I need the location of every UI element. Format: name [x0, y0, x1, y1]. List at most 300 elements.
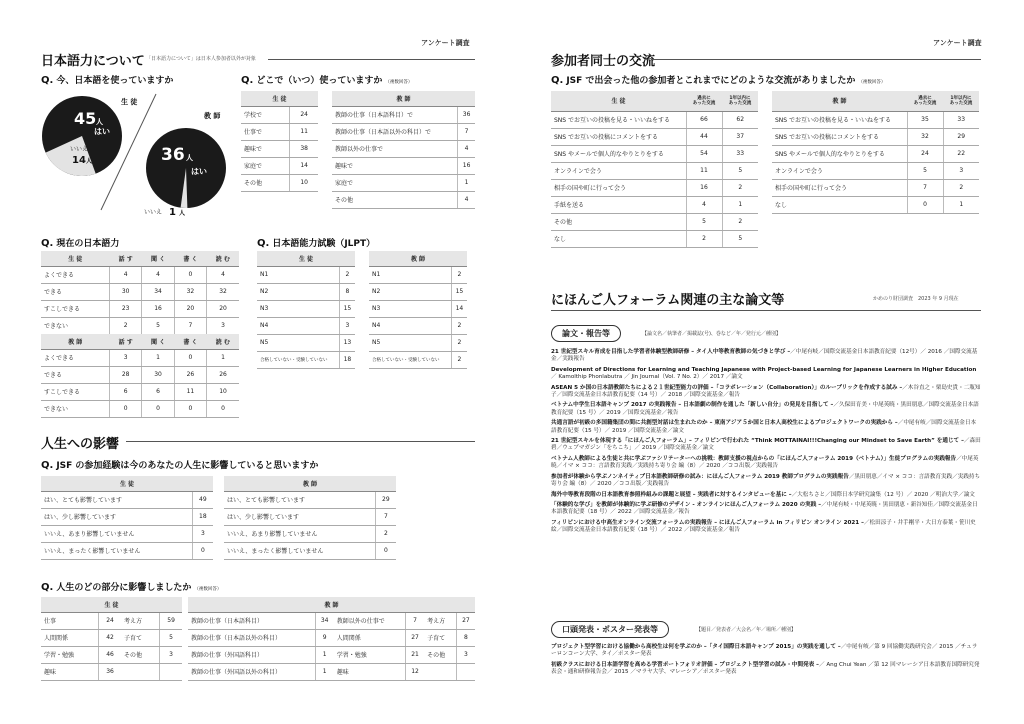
question-influence: Q. JSF の参加経験は今のあなたの人生に影響していると思いますか	[41, 460, 319, 471]
cell-value: 54	[686, 145, 722, 162]
table-row	[772, 145, 979, 162]
table-row	[551, 196, 758, 213]
table-head: 教 師	[369, 251, 467, 266]
table-head: 生 徒	[257, 251, 355, 266]
cell-value	[160, 663, 182, 680]
page-tag-right: アンケート調査	[933, 39, 982, 47]
section-divider	[651, 59, 981, 60]
table-row	[551, 111, 758, 128]
cell-value: 2	[451, 266, 467, 283]
table-row	[41, 383, 239, 400]
cell-value: 0	[110, 400, 142, 417]
reference-details: ／中尾有岐／国際交流基金日本語教育紀要（12号）／ 2016 ／国際交流基金／実践報告	[551, 349, 978, 363]
cell-value: 4	[458, 140, 475, 157]
cell-value: 11	[174, 383, 206, 400]
table-row	[551, 230, 758, 247]
table-exchange-student	[551, 91, 758, 248]
cell-label: 家庭で	[332, 174, 458, 191]
cell-value: 2	[722, 213, 758, 230]
talks-list	[551, 644, 981, 680]
cell-value: 0	[907, 196, 943, 213]
reference-title: ASEAN 5 か国の日本語教師たちによる２１世紀型能力の評価 –「コラボレーション（Collaboration）」のルーブリックを作成する試み –	[551, 384, 903, 391]
table-row	[369, 351, 467, 368]
table-col-head: 過去に あった交流	[907, 91, 943, 111]
reference-title: 共通言語が初級の多国籍集団の間に共創型対話は生まれたのか – 東南アジア５か国と日本人高校生によるプロジェクトワークの実践から –	[551, 420, 898, 427]
question-exchange: Q. JSF で出会った他の参加者とこれまでにどのような交流がありましたか （複数回答）	[551, 75, 886, 86]
talks-format-note: 【題目／発表者／大会名／年／場所／種別】	[696, 627, 797, 633]
cell-value: 10	[290, 174, 318, 191]
table-row	[369, 266, 467, 283]
cell-value: 2	[943, 179, 979, 196]
reference-entry	[551, 662, 981, 677]
reference-details: ／中尾有岐・中尾英暁・黒田朋恵・新谷知佳／国際交流基金日本語教育紀要（18 号）／ 2022 ／国際交流基金／報告	[551, 501, 978, 516]
table-jlpt-student	[257, 251, 355, 369]
cell-label: 趣味	[334, 663, 406, 680]
cell-label: 仕事で	[241, 123, 290, 140]
cell-value: 5	[160, 629, 182, 646]
cell-value: 1	[315, 663, 334, 680]
cell-value: 2	[339, 266, 355, 283]
cell-value: 21	[405, 646, 424, 663]
cell-value: 3	[943, 162, 979, 179]
table-row	[369, 317, 467, 334]
cell-value: 26	[207, 366, 239, 383]
table-row	[257, 300, 355, 317]
cell-label: N5	[257, 334, 339, 351]
cell-label: 考え方	[424, 612, 456, 629]
table-ability-student	[41, 251, 239, 335]
table-row	[188, 612, 475, 629]
cell-value: 11	[290, 123, 318, 140]
cell-label: 教師の仕事（日本語以外の科目）で	[332, 123, 458, 140]
cell-label: はい、とても影響しています	[224, 491, 375, 508]
section-divider	[268, 59, 475, 60]
cell-label: よくできる	[41, 349, 110, 366]
cell-label: いいえ、まったく影響していません	[41, 542, 192, 559]
cell-value: 26	[174, 366, 206, 383]
cell-value: 46	[99, 646, 121, 663]
cell-label: いいえ、あまり影響していません	[41, 525, 192, 542]
table-row	[332, 157, 475, 174]
cell-label: 趣味で	[241, 140, 290, 157]
cell-value: 5	[686, 213, 722, 230]
cell-value: 37	[722, 128, 758, 145]
cell-label: 考え方	[121, 612, 160, 629]
section-divider	[126, 441, 475, 442]
cell-value: 11	[686, 162, 722, 179]
table-row	[41, 612, 182, 629]
cell-value: 16	[458, 157, 475, 174]
papers-list	[551, 349, 981, 538]
cell-value: 4	[458, 191, 475, 208]
table-row	[772, 128, 979, 145]
reference-title: Development of Directions for Learning and Teaching Japanese with Project-based Learning for Japanese Learners in Higher Education	[551, 366, 977, 373]
cell-value: 42	[99, 629, 121, 646]
reference-details: ／ Kamolthip Phonlabutra ／ Jin Journal（Vol. 7 No. 2）／ 2017 ／論文	[551, 374, 743, 381]
table-col-head: 読 む	[207, 251, 239, 266]
table-ability-teacher	[41, 334, 239, 418]
cell-label	[121, 663, 160, 680]
cell-value: 28	[110, 366, 142, 383]
cell-value: 0	[142, 400, 174, 417]
reference-entry	[551, 438, 981, 453]
cell-value: 4	[207, 266, 239, 283]
table-row	[332, 191, 475, 208]
cell-value: 2	[686, 230, 722, 247]
cell-label: その他	[551, 213, 686, 230]
cell-value: 0	[207, 400, 239, 417]
table-row	[551, 179, 758, 196]
cell-label: できない	[41, 317, 110, 334]
table-row	[41, 300, 239, 317]
cell-value: 1	[207, 349, 239, 366]
papers-label: 論文・報告等	[551, 325, 621, 342]
cell-value: 33	[722, 145, 758, 162]
cell-value: 0	[174, 266, 206, 283]
cell-value: 62	[722, 111, 758, 128]
cell-label: N2	[369, 283, 451, 300]
cell-label	[424, 663, 456, 680]
cell-value: 14	[290, 157, 318, 174]
cell-value: 35	[907, 111, 943, 128]
table-head: 生 徒	[41, 476, 213, 491]
table-row	[369, 300, 467, 317]
table-row	[41, 266, 239, 283]
section-title-exchange: 参加者同士の交流	[551, 54, 656, 69]
table-col-head: 聞 く	[142, 334, 174, 349]
cell-value: 1	[943, 196, 979, 213]
cell-value: 20	[207, 300, 239, 317]
cell-value: 7	[174, 317, 206, 334]
cell-label: N3	[257, 300, 339, 317]
cell-value: 32	[907, 128, 943, 145]
table-head: 教 師	[772, 91, 907, 111]
pie-student-label: 生 徒	[121, 98, 138, 106]
table-head: 生 徒	[41, 597, 182, 612]
table-row	[188, 646, 475, 663]
cell-value: 38	[290, 140, 318, 157]
cell-value: 34	[315, 612, 334, 629]
pie-charts-use-japanese	[36, 88, 236, 218]
cell-label: 相手の国や町に行って会う	[772, 179, 907, 196]
table-col-head: 話 す	[110, 251, 142, 266]
reference-entry	[551, 349, 981, 364]
table-part-student	[41, 597, 182, 681]
cell-label: できる	[41, 366, 110, 383]
reference-details: ／中尾英暁／イマ × ココ：言語教育実践／実践持ち寄り会 編（8）／ 2020 ／ココ出版／実践報告	[551, 455, 979, 470]
cell-label: いいえ、あまり影響していません	[224, 525, 375, 542]
cell-label: N4	[257, 317, 339, 334]
cell-value: 5	[907, 162, 943, 179]
pie-teacher	[146, 128, 226, 208]
cell-label: その他	[332, 191, 458, 208]
cell-value: 30	[142, 366, 174, 383]
reference-details: ／大松ちさと／国際日本学研究論集（12 号）／ 2020 ／明治大学／論文	[791, 491, 975, 498]
cell-value: 29	[943, 128, 979, 145]
cell-label: なし	[772, 196, 907, 213]
table-row	[241, 140, 318, 157]
cell-label: 合格していない・受験していない	[369, 351, 451, 368]
cell-label: はい、少し影響しています	[224, 508, 375, 525]
papers-survey-note: かめのり財団調査 2023 年 9 月現在	[873, 296, 959, 302]
table-row	[41, 508, 213, 525]
cell-value: 13	[339, 334, 355, 351]
cell-label: SNS でお互いの投稿を見る・いいねをする	[772, 111, 907, 128]
table-col-head: 過去に あった交流	[686, 91, 722, 111]
cell-label: その他	[424, 646, 456, 663]
table-row	[257, 334, 355, 351]
table-exchange-teacher	[772, 91, 979, 214]
cell-value: 3	[192, 525, 213, 542]
cell-value: 3	[160, 646, 182, 663]
pie-teacher-no-unit: 人	[179, 210, 186, 217]
reference-details: ／松田涼子・井手剛平・大日方泰葉・笹川史絵／国際交流基金日本語教育紀要（18 号）／ 2022 ／国際交流基金／報告	[551, 519, 976, 534]
cell-label: 子育て	[121, 629, 160, 646]
table-row	[241, 157, 318, 174]
table-row	[332, 123, 475, 140]
cell-label: はい、少し影響しています	[41, 508, 192, 525]
reference-details: ／黒田朋恵／イマ × ココ：言語教育実践／実践持ち寄り会 編（8）／ 2020 ／ココ出版／実践報告	[551, 473, 981, 488]
cell-value: 7	[907, 179, 943, 196]
pie-teacher-label: 教 師	[204, 112, 221, 120]
reference-details: ／木谷直之・栗島史貴・二瓶知子／国際交流基金日本語教育紀要（14 号）／ 2018 ／国際交流基金／報告	[551, 384, 981, 399]
table-row	[551, 162, 758, 179]
reference-title: 21 世紀型スキルを体現する「にほんご人フォーラム」– フィリピンで行われた “Think MOTTAINAI!!!Changing our Mindset to Save Earth” を通じて –	[551, 438, 964, 445]
table-row	[369, 283, 467, 300]
cell-label: すこしできる	[41, 383, 110, 400]
table-col-head: 1年以内に あった交流	[722, 91, 758, 111]
table-where-student	[241, 91, 318, 192]
reference-entry	[551, 492, 981, 499]
talks-label: 口頭発表・ポスター発表等	[551, 621, 669, 638]
table-row	[241, 106, 318, 123]
table-head: 教 師	[41, 334, 110, 349]
cell-label: 教師以外の仕事で	[332, 140, 458, 157]
cell-value: 0	[174, 349, 206, 366]
table-row	[332, 174, 475, 191]
table-head: 生 徒	[551, 91, 686, 111]
cell-label: 教師の仕事（日本語以外の科目）	[188, 629, 315, 646]
cell-value: 8	[456, 629, 475, 646]
table-col-head: 書 く	[174, 334, 206, 349]
cell-value	[456, 663, 475, 680]
table-influence-teacher	[224, 476, 396, 560]
table-row	[41, 491, 213, 508]
cell-value: 1	[142, 349, 174, 366]
table-row	[188, 629, 475, 646]
table-row	[772, 111, 979, 128]
reference-details: ／中尾有岐／第 9 回協働実践研究会／ 2015 ／チュラーロンコーン大学、タイ／ポスター発表	[551, 644, 978, 658]
cell-value: 59	[160, 612, 182, 629]
table-row	[551, 128, 758, 145]
cell-value: 34	[142, 283, 174, 300]
reference-title: 初級クラスにおける日本語学習を高める学習ポートフォリオ評価 – プロジェクト型学習の試み・中間発表 –	[551, 661, 819, 668]
table-row	[41, 317, 239, 334]
cell-value: 49	[192, 491, 213, 508]
cell-label: よくできる	[41, 266, 110, 283]
cell-label: 人間関係	[41, 629, 99, 646]
reference-entry	[551, 420, 981, 435]
cell-label: SNS でお互いの投稿にコメントをする	[772, 128, 907, 145]
cell-label: N3	[369, 300, 451, 317]
cell-label: 教師以外の仕事で	[334, 612, 406, 629]
reference-entry	[551, 474, 981, 489]
pie-student-yes-unit: 人	[96, 118, 103, 126]
cell-label: いいえ、まったく影響していません	[224, 542, 375, 559]
reference-details: ／森田碧／ウェブマガジン「をちこち」／ 2019 ／国際交流基金／論文	[551, 438, 981, 452]
table-part-teacher	[188, 597, 475, 681]
page-tag-left: アンケート調査	[421, 39, 470, 47]
cell-value: 3	[207, 317, 239, 334]
cell-value: 29	[375, 491, 396, 508]
cell-label: 合格していない・受験していない	[257, 351, 339, 368]
cell-value: 32	[207, 283, 239, 300]
cell-value: 36	[458, 106, 475, 123]
table-row	[188, 663, 475, 680]
table-row	[241, 123, 318, 140]
reference-entry	[551, 502, 981, 517]
table-row	[41, 542, 213, 559]
table-row	[224, 542, 396, 559]
cell-value: 2	[110, 317, 142, 334]
cell-label: 学習・勉強	[41, 646, 99, 663]
reference-title: 「体験的な学び」を教師が体験的に学ぶ研修のデザイン - オンラインにほんご人フォーラム 2020 の実践 –	[551, 501, 822, 508]
table-row	[257, 283, 355, 300]
cell-value: 5	[722, 230, 758, 247]
table-row	[551, 145, 758, 162]
cell-value: 14	[451, 300, 467, 317]
cell-value: 15	[451, 283, 467, 300]
cell-value: 16	[142, 300, 174, 317]
table-head: 教 師	[188, 597, 475, 612]
section-title-life-influence: 人生への影響	[41, 437, 120, 452]
cell-label: N5	[369, 334, 451, 351]
cell-label: 趣味で	[332, 157, 458, 174]
cell-label: SNS やメールで個人的なやりとりをする	[551, 145, 686, 162]
reference-title: ベトナム中学生日本語キャンプ 2017 の実践報告 – 日本語劇の制作を通した「新しい自分」の発見を目指して –	[551, 402, 834, 409]
cell-label: 教師の仕事（日本語科目）	[188, 612, 315, 629]
reference-title: 参加者が体験から学ぶノンネイティブ日本語教師研修の試み：にほんご人フォーラム 2019 教師プログラムの実践報告	[551, 473, 849, 480]
reference-title: プロジェクト型学習における協働から高校生は何を学ぶのか –「タイ国際日本語キャンプ 2015」の実践を通して –	[551, 644, 841, 650]
cell-value: 8	[339, 283, 355, 300]
reference-entry	[551, 367, 981, 382]
table-where-teacher	[332, 91, 475, 209]
pie-student-no-unit: 人	[86, 158, 93, 165]
cell-value: 36	[99, 663, 121, 680]
table-col-head: 1年以内に あった交流	[943, 91, 979, 111]
table-row	[41, 663, 182, 680]
table-col-head: 聞 く	[142, 251, 174, 266]
cell-value: 24	[99, 612, 121, 629]
pie-student-yes-label: はい	[94, 127, 110, 136]
cell-value: 20	[174, 300, 206, 317]
cell-value: 4	[110, 266, 142, 283]
cell-label: 相手の国や町に行って会う	[551, 179, 686, 196]
table-head: 教 師	[224, 476, 396, 491]
cell-label: 趣味	[41, 663, 99, 680]
cell-label: 手紙を送る	[551, 196, 686, 213]
cell-value: 27	[456, 612, 475, 629]
table-influence-student	[41, 476, 213, 560]
pie-teacher-yes-num: 36	[161, 145, 185, 165]
papers-format-note: 【論文名／執筆者／掲載誌(号)、巻など／年／発行元／種別】	[642, 331, 781, 337]
table-head: 教 師	[332, 91, 475, 106]
cell-value: 66	[686, 111, 722, 128]
cell-label: 家庭で	[241, 157, 290, 174]
cell-value: 1	[722, 196, 758, 213]
section-title-papers: にほんご人フォーラム関連の主な論文等	[551, 293, 785, 308]
cell-label: はい、とても影響しています	[41, 491, 192, 508]
cell-value: 2	[451, 317, 467, 334]
reference-entry	[551, 520, 981, 535]
reference-title: 21 世紀型スキル育成を目指した学習者体験型教師研修 – タイ人中等教育教師の気づきと学び –	[551, 349, 791, 355]
reference-entry	[551, 385, 981, 400]
reference-title: ベトナム人教師による生徒と共に学ぶファシリテーターへの挑戦：教師支援の視点からの「にほんご人フォーラム 2019（ベトナム）」生徒プログラムの実践報告	[551, 455, 957, 462]
cell-value: 1	[458, 174, 475, 191]
cell-value: 3	[456, 646, 475, 663]
cell-value: 44	[686, 128, 722, 145]
cell-value: 23	[110, 300, 142, 317]
table-row	[551, 213, 758, 230]
cell-label: オンラインで会う	[551, 162, 686, 179]
table-row	[257, 351, 355, 368]
table-row	[332, 140, 475, 157]
cell-value: 24	[907, 145, 943, 162]
cell-value: 7	[405, 612, 424, 629]
table-row	[332, 106, 475, 123]
cell-value: 5	[142, 317, 174, 334]
cell-value: 5	[722, 162, 758, 179]
cell-value: 6	[142, 383, 174, 400]
cell-label: できない	[41, 400, 110, 417]
cell-label: その他	[121, 646, 160, 663]
cell-value: 18	[339, 351, 355, 368]
table-row	[41, 283, 239, 300]
cell-value: 10	[207, 383, 239, 400]
reference-details: ／中尾有岐／国際交流基金日本語教育紀要（15 号）／ 2019 ／国際交流基金／論文	[551, 420, 977, 434]
reference-details: ／久保田育美・中尾英暁・黒田朋恵／国際交流基金日本語教育紀要（15 号）／ 2019 ／国際交流基金／報告	[551, 402, 979, 416]
cell-label: すこしできる	[41, 300, 110, 317]
pie-teacher-no-num: 1	[169, 207, 176, 218]
cell-value: 1	[315, 646, 334, 663]
table-col-head: 書 く	[174, 251, 206, 266]
section-note: 「日本語力について」は日本人参加者以外が対象	[146, 56, 256, 62]
table-row	[241, 174, 318, 191]
cell-value: 7	[458, 123, 475, 140]
cell-value: 3	[110, 349, 142, 366]
reference-title: 海外中等教育段階の日本語教育参照枠組みの課題と展望 – 実践者に対するインタビューを基に –	[551, 491, 792, 498]
cell-label: 学習・勉強	[334, 646, 406, 663]
table-row	[257, 317, 355, 334]
question-use-japanese: Q. 今、日本語を使っていますか	[41, 75, 174, 86]
cell-label: 人間関係	[334, 629, 406, 646]
cell-value: 9	[315, 629, 334, 646]
table-head: 生 徒	[241, 91, 318, 106]
cell-label: SNS やメールで個人的なやりとりをする	[772, 145, 907, 162]
reference-entry	[551, 644, 981, 659]
cell-label: 教師の仕事（外国語以外の科目）	[188, 663, 315, 680]
cell-value: 2	[375, 525, 396, 542]
cell-value: 4	[142, 266, 174, 283]
cell-value: 32	[174, 283, 206, 300]
cell-value: 12	[405, 663, 424, 680]
pie-student-no-num: 14	[72, 155, 86, 166]
cell-label: 子育て	[424, 629, 456, 646]
pie-student-no-label: いいえ	[70, 146, 89, 153]
cell-value: 16	[686, 179, 722, 196]
pie-teacher-no-label: いいえ	[144, 209, 163, 216]
table-head: 生 徒	[41, 251, 110, 266]
